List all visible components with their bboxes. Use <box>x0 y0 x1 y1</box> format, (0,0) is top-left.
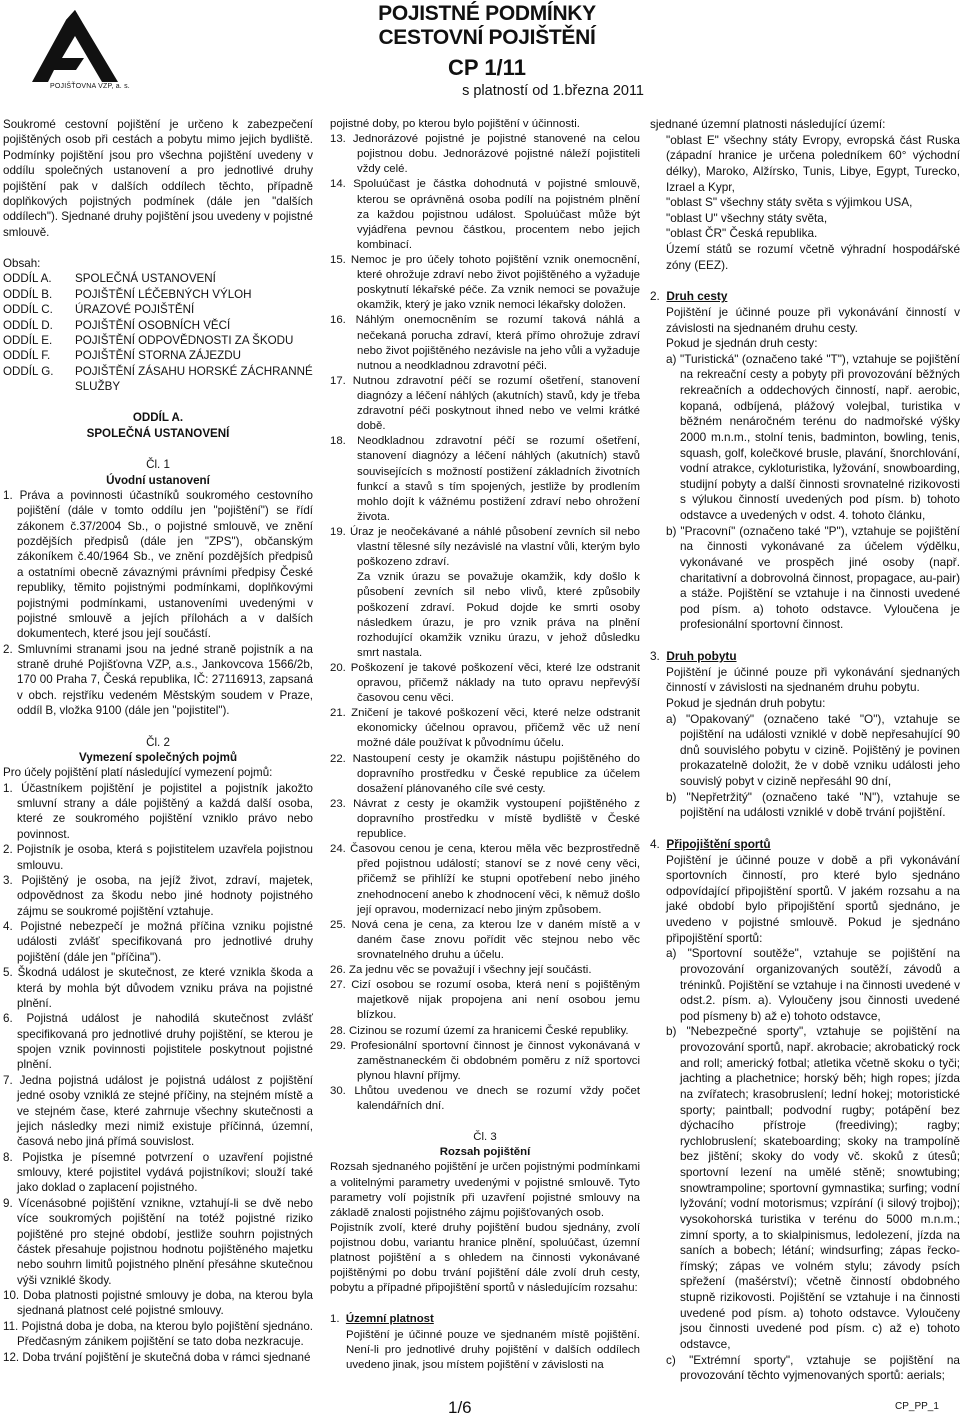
list-item: 16. Náhlým onemocněním se rozumí taková náhlá a nečekaná porucha zdraví, která přímo ohrožuje zdraví nebo život pojištěného nezávisle na jeho vůli a vyžaduje nutnou a neodkladnou zdravotní péči. <box>330 314 640 372</box>
zone-item: "oblast U" všechny státy světa, <box>666 210 828 225</box>
toc-row: ODDÍL B. POJIŠTĚNÍ LÉČEBNÝCH VÝLOH <box>3 287 252 301</box>
list-item: b) "Nepřetržitý" (označeno také "N"), vztahuje se pojištění na události vzniklé v době trvání pojištění. <box>666 789 960 820</box>
toc-row: ODDÍL C. ÚRAZOVÉ POJIŠTĚNÍ <box>3 303 195 317</box>
toc-row: ODDÍL F. POJIŠTĚNÍ STORNA ZÁJEZDU <box>3 349 241 363</box>
document-footer-code: CP_PP_1 <box>895 1401 939 1412</box>
zone-item: "oblast S" všechny státy světa s výjimkou USA, <box>666 195 913 210</box>
continued-text: pojistné doby, po kterou bylo pojištění v účinnosti. <box>330 118 580 130</box>
list-item: 8. Pojistka je písemné potvrzení o uzavření pojistné smlouvy, které pojistitel vydává pojistníkovi; slouží také jako doklad o zaplacení pojistného. <box>3 1150 313 1195</box>
column-1 <box>3 117 313 1365</box>
article-title: Rozsah pojištění <box>439 1146 531 1159</box>
section-heading: ODDÍL A. <box>132 411 184 425</box>
subsection-text: Pokud je sjednán druh cesty: <box>666 336 818 351</box>
section-name: SPOLEČNÁ USTANOVENÍ <box>86 426 230 440</box>
document-title-line-1: POJISTNÉ PODMÍNKY <box>378 2 596 25</box>
article-number: Čl. 3 <box>473 1131 497 1144</box>
list-item: 23. Návrat z cesty je okamžik vystoupení pojištěného z dopravního prostředku v místě bydliště v České republice. <box>330 797 640 841</box>
list-item: b) "Pracovní" (označeno také "P"), vztahuje se pojištění na činnosti vykonávané za účelem výdělku, vykonávané ve prospěch jiné osoby (např. charitativní a dobrovolná činnost, propagace, au-pair) a stáže. Pojištění se vztahuje i na činnosti uvedené pod písm. a) tohoto odstavce. Vyloučena je profesionální sportovní činnost. <box>666 523 960 632</box>
zone-item: "oblast ČR" Česká republika. <box>666 226 818 241</box>
list-item: 7. Jedna pojistná událost je pojistná událost z pojištění jedné osoby vzniklá ze stejné příčiny, na stejném místě a ve stejném čase, které zahrnuje všechny skutečnosti a jejich následky mezi nimiž existuje příčinná, územní, časová nebo jiná přímá souvislost. <box>3 1073 313 1149</box>
list-item: 22. Nastoupení cesty je okamžik nástupu pojištěného do dopravního prostředku v České republice za účelem dosažení plánovaného cíle své cesty. <box>330 752 640 795</box>
list-item: a) "Turistická" (označeno také "T"), vztahuje se pojištění na rekreační cesty a pobyty při provozování běžných rekreačních a oddechových činností, např. aerobic, kopaná, odbíjená, plážový volejbal, turistika v běžném nenáročném terénu do nadmořské výšky 2000 m.n.m., stolní tenis, badminton, bowling, tenis, squash, golf, kolečkové brusle, plavání, šnorchlování, vodní atrakce, cykloturistika, lyžování, snowboarding, studijní pobyty a další činnosti srovnatelné rizikovosti s výlukou činností uvedených pod písm. b) tohoto odstavce a uvedených v odst. 4. tohoto článku, <box>666 351 960 522</box>
article-number: Čl. 2 <box>146 735 170 749</box>
list-item: 18. Neodkladnou zdravotní péčí se rozumí ošetření, stanovení diagnózy a léčení náhlých (akutních) stavů souvisejících s možností postižení základních životních funkcí a stavů s tím spojených, jestliže by prodlením mohlo dojít k vážnému postižení zdraví nebo ohrožení života. <box>330 435 640 523</box>
continued-text: sjednané územní platnosti následující území: <box>650 117 886 131</box>
subsection-text: Pojištění je účinné pouze ve sjednaném místě pojištění. Není-li pro jednotlivé druhy pojištění v dalších oddílech uvedeno jinak, jsou místem pojištění v závislosti na <box>346 1328 640 1371</box>
list-item: 1. Účastníkem pojištění je pojistitel a pojistník jakožto smluvní strany a dále pojištěný a každá další osoba, které ze soukromého pojištění vzniklo právo nebo povinnost. <box>3 781 313 841</box>
toc-title: Obsah: <box>3 257 41 270</box>
subsection-text: Pojištění je účinné pouze při vykonávání sjednaných činností v závislosti na sjednaném druhu pobytu. <box>666 664 960 695</box>
list-item: 30. Lhůtou uvedenou ve dnech se rozumí vždy počet kalendářních dní. <box>330 1085 640 1113</box>
intro-paragraph: Soukromé cestovní pojištění je určeno k zabezpečení pojištěných osob při cestách a pobytu mimo jejich bydliště. Podmínky pojištění jsou pro všechna pojištění uvedeny v oddílu společných ustanovení a pro jednotlivé druhy pojištění pak v dalších oddílech těchto, případně doplňkových pojistných podmínek (dále jen "dalších oddílech"). Sjednané druhy pojištění jsou uvedeny v pojistné smlouvě. <box>3 118 313 239</box>
document-title-line-2: CESTOVNÍ POJIŠTĚNÍ <box>378 26 596 49</box>
article-intro: Pro účely pojištění platí následující vymezení pojmů: <box>3 766 273 780</box>
subsection-heading: 3. Druh pobytu <box>650 649 737 663</box>
subsection-heading: 4. Připojištění sportů <box>650 836 771 851</box>
list-item: a) "Sportovní soutěže", vztahuje se pojištění na provozování organizovaných soutěží, závodů a tréninků. Pojištění se vztahuje i na činnosti uvedené v odst.2. písm. a). Vyloučeny jsou činnosti uvedené pod písmeny b) až e) tohoto odstavce, <box>666 946 960 1023</box>
page-number: 1/6 <box>448 1398 472 1417</box>
article-paragraph: Rozsah sjednaného pojištění je určen pojistnými podmínkami a volitelnými parametry uvedenými v pojistné smlouvě. Tyto parametry volí pojistník při uzavření pojistné smlouvy na základě znalosti pojistného zájmu pojišťovaných osob. <box>330 1161 640 1219</box>
article-title: Úvodní ustanovení <box>106 473 210 487</box>
list-item: 21. Zničení je takové poškození věci, které nelze odstranit ekonomicky účelnou opravou, přičemž věc už není možné dále používat k původnímu účelu. <box>330 707 640 750</box>
zones-note: Území států se rozumí včetně výhradní hospodářské zóny (EEZ). <box>666 242 960 272</box>
list-item: 24. Časovou cenou je cena, kterou měla věc bezprostředně před pojistnou událostí; stanoví se z nové ceny věci, přičemž se přihlíží ke stupni opotřebení nebo jiného znehodnocení anebo k zhodnocení věci, k němuž došlo její opravou, modernizací nebo jiným způsobem. <box>330 843 640 916</box>
list-item: 20. Poškození je takové poškození věci, které lze odstranit opravou, přičemž náklady na tuto opravu nepřevýší časovou cenu věci. <box>330 661 640 705</box>
toc-row: ODDÍL G. POJIŠTĚNÍ ZÁSAHU HORSKÉ ZÁCHRANNÉ SLUŽBY <box>3 364 313 393</box>
list-item: 15. Nemoc je pro účely tohoto pojištění vznik onemocnění, které ohrožuje zdraví nebo život pojištěného a vyžaduje poskytnutí lékařské péče. Za vznik nemoci se považuje okamžik, který je jako vznik nemoci lékařsky doložen. <box>330 253 640 312</box>
toc-row: ODDÍL A. SPOLEČNÁ USTANOVENÍ <box>3 272 216 286</box>
list-item: 2. Smluvními stranami jsou na jedné straně pojistník a na straně druhé Pojišťovna VZP, a.s., Jankovcova 1566/2b, 170 00 Praha 7, Česká republika, IČ: 27116913, zapsaná v obch. rejstříku vedeném Městským soudem v Praze, oddíl B, vložka 9100 (dále jen "pojistitel"). <box>3 642 313 718</box>
article-number: Čl. 1 <box>146 458 170 472</box>
table-of-contents <box>3 271 313 394</box>
company-logo <box>16 10 134 94</box>
list-item: 9. Vícenásobné pojištění vznikne, vztahují-li se dvě nebo více soukromých pojištění na totéž pojistné riziko pojištěné pro stejné období, jestliže souhrn pojistných částek přesahuje pojistnou hodnotu pojištěného majetku nebo souhrn limitů pojistného plnění přesáhne skutečnou výši vzniklé škody. <box>3 1196 313 1287</box>
list-item: 10. Doba platnosti pojistné smlouvy je doba, na kterou byla sjednaná platnost celé pojistné smlouvy. <box>3 1289 313 1318</box>
list-item: a) "Opakovaný" (označeno také "O"), vztahuje se pojištění na události vzniklé v době nepřesahující 90 dnů souvislého pobytu v cizině. Pojištěný je povinen prokazatelně doložit, že v době vzniku události jeho souvislý pobyt v cizině nepřesáhl 90 dní, <box>666 711 960 788</box>
list-item: 13. Jednorázové pojistné je pojistné stanovené na celou pojistnou dobu. Jednorázové pojistné náleží pojistiteli vždy celé. <box>330 133 640 176</box>
list-item: 11. Pojistná doba je doba, na kterou bylo pojištění sjednáno. Předčasným zánikem pojištění se tato doba nezkracuje. <box>3 1319 313 1349</box>
list-item: 17. Nutnou zdravotní péčí se rozumí ošetření, stanovení diagnózy a léčení náhlých (akutních) stavů, kdy je třeba zdravotní péči poskytnout ihned nebo ve velmi krátké době. <box>330 374 640 433</box>
validity-date: s platností od 1.března 2011 <box>462 83 644 99</box>
list-item: 3. Pojištěný je osoba, na jejíž život, zdraví, majetek, odpovědnost za škodu nebo jiné hodnoty pojistného zájmu se soukromé pojištění vztahuje. <box>3 873 313 918</box>
subsection-heading: 2. Druh cesty <box>650 289 728 304</box>
list-item: 2. Pojistník je osoba, která s pojistitelem uzavřela pojistnou smlouvu. <box>3 843 313 872</box>
list-item: 14. Spoluúčast je částka dohodnutá v pojistné smlouvě, kterou se oprávněná osoba podílí na pojistném plnění za každou pojistnou událost. Spoluúčast může být vyjádřena pevnou částkou, procentem nebo jejich kombinací. <box>330 178 640 251</box>
list-item-continuation: Za vznik úrazu se považuje okamžik, kdy došlo k působení zevních sil nebo vlivů, které způsobily poškození zdraví. Pokud dojde ke smrti osoby následkem úrazu, je pro vznik práva na plnění rozhodující okamžik vzniku úrazu, v jehož důsledku smrt nastala. <box>357 571 640 659</box>
list-item: c) "Extrémní sporty", vztahuje se pojištění na provozování těchto vyjmenovaných sportů: aerials; <box>666 1352 960 1383</box>
zone-item: "oblast E" všechny státy Evropy, evropská část Ruska (západní hranice je určena poledníkem 60° východní délky), Maroko, Alžírsko, Tunis, Libye, Egypt, Turecko, Izrael a Kypr, <box>666 132 960 194</box>
list-item: 29. Profesionální sportovní činnost je činnost vykonávaná v zaměstnaneckém či obdobném poměru z níž sportovci plynou hlavní příjmy. <box>330 1039 640 1082</box>
article-title: Vymezení společných pojmů <box>78 750 238 764</box>
logo-caption: POJIŠŤOVNA VZP, a. s. <box>50 83 130 90</box>
vzp-logo-icon <box>32 10 118 82</box>
column-2 <box>330 117 640 1373</box>
list-item: 5. Škodná událost je skutečnost, ze které vznikla škoda a která by mohla být důvodem vzniku práva na pojistné plnění. <box>3 966 313 1010</box>
list-item: 27. Cizí osobou se rozumí osoba, která není s pojištěným majetkově nijak propojena ani není osobou jemu blízkou. <box>330 979 640 1022</box>
list-item: 4. Pojistné nebezpečí je možná příčina vzniku pojistné události zvlášť specifikovaná pro jednotlivé druhy pojištění (dále jen "příčina"). <box>3 920 313 964</box>
subsection-text: Pokud je sjednán druh pobytu: <box>666 695 826 710</box>
toc-row: ODDÍL D. POJIŠTĚNÍ OSOBNÍCH VĚCÍ <box>3 318 231 332</box>
subsection-heading: 1. Územní platnost <box>330 1313 434 1326</box>
list-item: 25. Nová cena je cena, za kterou lze v daném místě a v daném čase znovu pořídit věc stejnou nebo věc srovnatelného druhu a účelu. <box>330 918 640 962</box>
list-item: 19. Úraz je neočekávané a náhlé působení zevních sil nebo vlastní tělesné síly nezávislé na vlastní vůli, kterým bylo poškozeno zdraví. <box>330 525 640 569</box>
list-item: 12. Doba trvání pojištění je skutečná doba v rámci sjednané <box>3 1350 311 1364</box>
column-3 <box>650 117 960 1384</box>
subsection-text: Pojištění je účinné pouze v době a při vykonávání sportovních činností, pro které bylo sjednáno odpovídající připojištění sportů. V jakém rozsahu a na jaké období bylo připojištění sportů sjednáno, je uvedeno v pojistné smlouvě. Pokud je sjednáno připojištění sportů: <box>666 852 960 945</box>
document-code: CP 1/11 <box>448 55 526 80</box>
subsection-text: Pojištění je účinné pouze při vykonávání činností v závislosti na sjednaném druhu cesty. <box>666 304 960 335</box>
list-item: 6. Pojistná událost je nahodilá skutečnost zvlášť specifikovaná pro jednotlivé druhy pojištění, se kterou je spojen vznik povinnosti pojistitele poskytnout pojistné plnění. <box>3 1012 313 1072</box>
article-paragraph: Pojistník zvolí, které druhy pojištění budou sjednány, zvolí pojistnou dobu, variantu hranice plnění, spoluúčast, územní platnost pojištění a s ohledem na činnosti vykonávané pojištěnými po dobu trvání pojištění dále zvolí druh cesty, pobytu a případné připojištění sportů v následujícím rozsahu: <box>330 1221 640 1295</box>
toc-row: ODDÍL E. POJIŠTĚNÍ ODPOVĚDNOSTI ZA ŠKODU <box>3 333 294 347</box>
list-item: b) "Nebezpečné sporty", vztahuje se pojištění na provozování sportů, např. akrobacie; akrobatický rock and roll; americký fotbal; atletika včetně skoku o tyči; jachting a plachetnice; horský běh; high ropes; jízda na zvířatech; krasobruslení; lední hokej; motoristické sporty; paintball; podvodní rugby; potápění bez dýchacího přístroje (freediving); ragby; rychlobruslení; skateboarding; skoky na trampolíně bez jištění; skoky do vody vč. skoků z útesů; sportovní lezení na umělé stěně; snowtubing; snowtrampoline; sportovní gymnastika; surfing; vodní lyžování; vodní motorismus; vzpírání (i silový trojboj); vysokohorská turistika v terénu do 5000 m.n.m.; zimní sporty, a to skialpinismus, ledolezení, jízda na saních a bobech; létání; windsurfing; zápas řecko-římský; zápas ve volném stylu; závody psích spřežení (mašérství); včetně činností obdobného stupně rizikovosti. Pojištění se vztahuje i na činnosti uvedené pod písm. a) tohoto odstavce. Vyloučeny jsou činnosti uvedené pod písm. c) až e) tohoto odstavce, <box>666 1024 960 1351</box>
list-item: 1. Práva a povinnosti účastníků soukromého cestovního pojištění (dále v tomto oddílu jen "pojištění") se řídí zákonem č.37/2004 Sb., o pojistné smlouvě, ve znění pozdějších předpisů (dále jen "ZPS"), občanským zákoníkem č.40/1964 Sb., ve znění pozdějších předpisů a ostatními obecně závaznými právními předpisy České republiky, těmito pojistnými podmínkami, doplňkovými pojistnými podmínkami, ustanoveními uvedenými v pojistné smlouvě a jejích přílohách a v dalších dokumentech, které jsou její součástí. <box>3 488 313 641</box>
list-item: 26. Za jednu věc se považují i všechny její součásti. <box>330 964 592 977</box>
list-item: 28. Cizinou se rozumí území za hranicemi České republiky. <box>330 1024 629 1037</box>
